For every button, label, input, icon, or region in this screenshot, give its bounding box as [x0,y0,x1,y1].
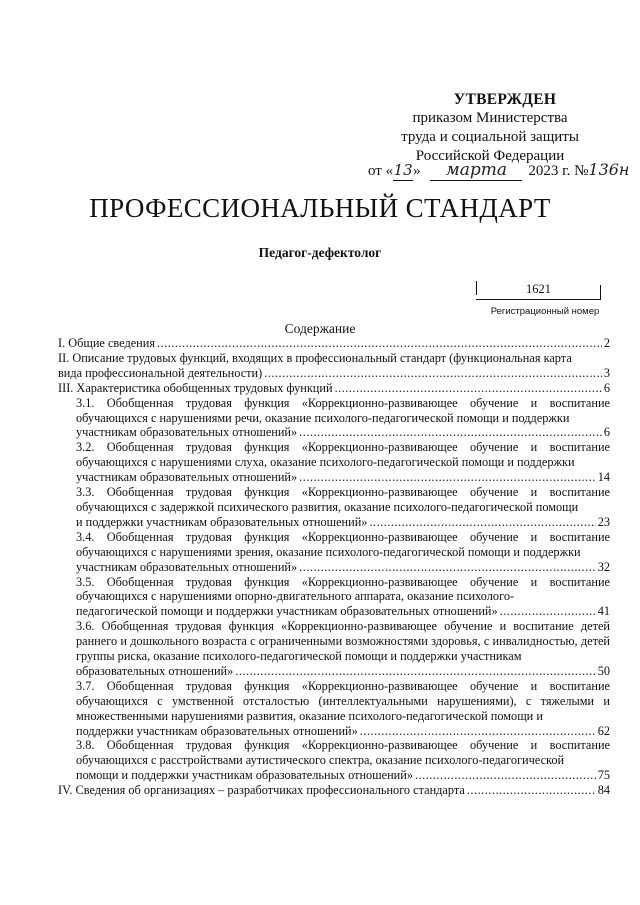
toc-leader-dots [235,664,595,679]
toc-entry-line [76,768,610,783]
toc-page-number: 75 [597,768,610,783]
toc-entry [58,440,610,485]
date-mid: » [413,163,421,179]
toc-leader-dots [157,336,602,351]
toc-entry [58,679,610,739]
toc-page-number: 50 [597,663,610,678]
toc-leader-dots [264,366,602,381]
toc-entry-line [76,724,610,739]
toc-entry [58,351,610,381]
toc-entry-label: помощи и поддержки участникам образовательных отношений» [76,768,413,783]
toc-leader-dots [299,560,596,575]
toc-entry-label: образовательных отношений» [76,663,234,678]
order-number: 136н [588,160,630,179]
toc-entry-text: 3.4. Обобщенная трудовая функция «Коррекционно-развивающее обучение и воспитание обучающихся с нарушениями зрения, оказание психолого-педагогической помощи и поддержки [76,529,610,559]
toc-entry-text: 3.1. Обобщенная трудовая функция «Коррекционно-развивающее обучение и воспитание обучающихся с нарушениями речи, оказание психолого-педагогической помощи и поддержки [76,395,610,425]
reg-underline [476,299,601,300]
toc-entry-label: педагогической помощи и поддержки участникам образовательных отношений» [76,604,498,619]
toc-page-number: 6 [603,425,610,440]
document-title: ПРОФЕССИОНАЛЬНЫЙ СТАНДАРТ [89,193,551,223]
registration-label: Регистрационный номер [490,306,600,317]
toc-page-number: 14 [597,470,610,485]
toc-entry [58,485,610,530]
toc-entry [58,783,610,798]
toc-entry-text: 3.6. Обобщенная трудовая функция «Коррекционно-развивающее обучение и воспитание детей раннего и дошкольного возраста с ограниченными возможностями здоровья, с инвалидностью, детей группы риска, оказание психолого-педагогической помощи и поддержки участникам [76,619,610,664]
toc-entry-label: и поддержки участникам образовательных отношений» [76,514,368,529]
toc-entry-label: IV. Сведения об организациях – разработчиках профессионального стандарта [58,783,465,798]
toc-entry-line [58,336,610,351]
toc-page-number: 6 [603,380,610,395]
toc-entry-line [76,664,610,679]
toc-entry-label: поддержки участникам образовательных отношений» [76,723,358,738]
toc-entry-label: вида профессиональной деятельности) [58,365,263,380]
toc-entry-label: III. Характеристика обобщенных трудовых функций [58,380,333,395]
date-year: 2023 г. № [528,163,589,179]
toc-entry-line [76,560,610,575]
toc-entry-line [76,515,610,530]
toc-leader-dots [360,724,596,739]
date-prefix: от « [368,163,394,179]
toc-page-number: 3 [603,365,610,380]
reg-bracket-right [600,285,601,299]
toc-page-number: 41 [597,604,610,619]
toc-entry-line [76,425,610,440]
toc-entry-line [58,783,610,798]
toc-entry [58,396,610,441]
toc-page-number: 23 [597,514,610,529]
toc-entry [58,575,610,620]
toc-leader-dots [500,604,596,619]
toc-leader-dots [415,768,596,783]
toc-entry-text: 3.8. Обобщенная трудовая функция «Коррекционно-развивающее обучение и воспитание обучающихся с расстройствами аутистического спектра, оказание психолого-педагогической [76,738,610,768]
approval-title: УТВЕРЖДЕН [453,91,557,108]
toc-leader-dots [467,783,596,798]
toc-entry-text: II. Описание трудовых функций, входящих в профессиональный стандарт (функциональная карта [58,350,572,365]
toc-heading: Содержание [284,321,356,336]
toc-entry-line [58,366,610,381]
toc-entry [58,619,610,679]
approval-date-line [368,160,640,181]
toc-page-number: 32 [597,559,610,574]
toc-leader-dots [369,515,595,530]
toc-entry-label: участникам образовательных отношений» [76,470,298,485]
toc-entry-text: 3.2. Обобщенная трудовая функция «Коррекционно-развивающее обучение и воспитание обучающихся с нарушениями слуха, оказание психолого-педагогической помощи и поддержки [76,440,610,470]
approval-block [360,90,630,180]
registration-number-box [476,281,601,300]
toc-entry-label: участникам образовательных отношений» [76,559,298,574]
approval-line-labor: труда и социальной защиты [401,129,579,145]
toc-entry [58,530,610,575]
date-day: 13 [393,161,413,179]
approval-line-federation: Российской Федерации [415,148,565,164]
toc-entry-text: 3.3. Обобщенная трудовая функция «Коррекционно-развивающее обучение и воспитание обучающихся с задержкой психического развития, оказание психолого-педагогической помощи [76,485,610,514]
toc-page-number: 2 [603,336,610,350]
toc-entry [58,738,610,783]
toc-entry-label: участникам образовательных отношений» [76,425,298,440]
toc-leader-dots [335,381,602,396]
toc-entry-line [76,604,610,619]
toc-page-number: 62 [597,723,610,738]
toc-entry-text: 3.5. Обобщенная трудовая функция «Коррекционно-развивающее обучение и воспитание обучающихся с нарушениями опорно-двигательного аппарата, оказание психолого- [76,574,610,604]
document-subtitle: Педагог-дефектолог [258,245,382,260]
toc-entry-label: I. Общие сведения [58,336,155,350]
toc-entry [58,336,610,351]
approval-line-ministry: приказом Министерства [412,110,568,126]
toc-entry [58,381,610,396]
toc-page-number: 84 [597,783,610,798]
toc-entry-text: 3.7. Обобщенная трудовая функция «Коррекционно-развивающее обучение и воспитание обучающихся с умственной отсталостью (интеллектуальными нарушениями), с тяжелыми и множественными нарушениями развития, оказание психолого-педагогической помощи и [76,678,610,723]
date-month: марта [430,161,522,181]
toc-entry-line [58,381,610,396]
toc-leader-dots [299,470,596,485]
registration-number: 1621 [526,282,551,296]
toc-entry-line [76,470,610,485]
toc-leader-dots [299,425,602,440]
table-of-contents [58,336,610,798]
